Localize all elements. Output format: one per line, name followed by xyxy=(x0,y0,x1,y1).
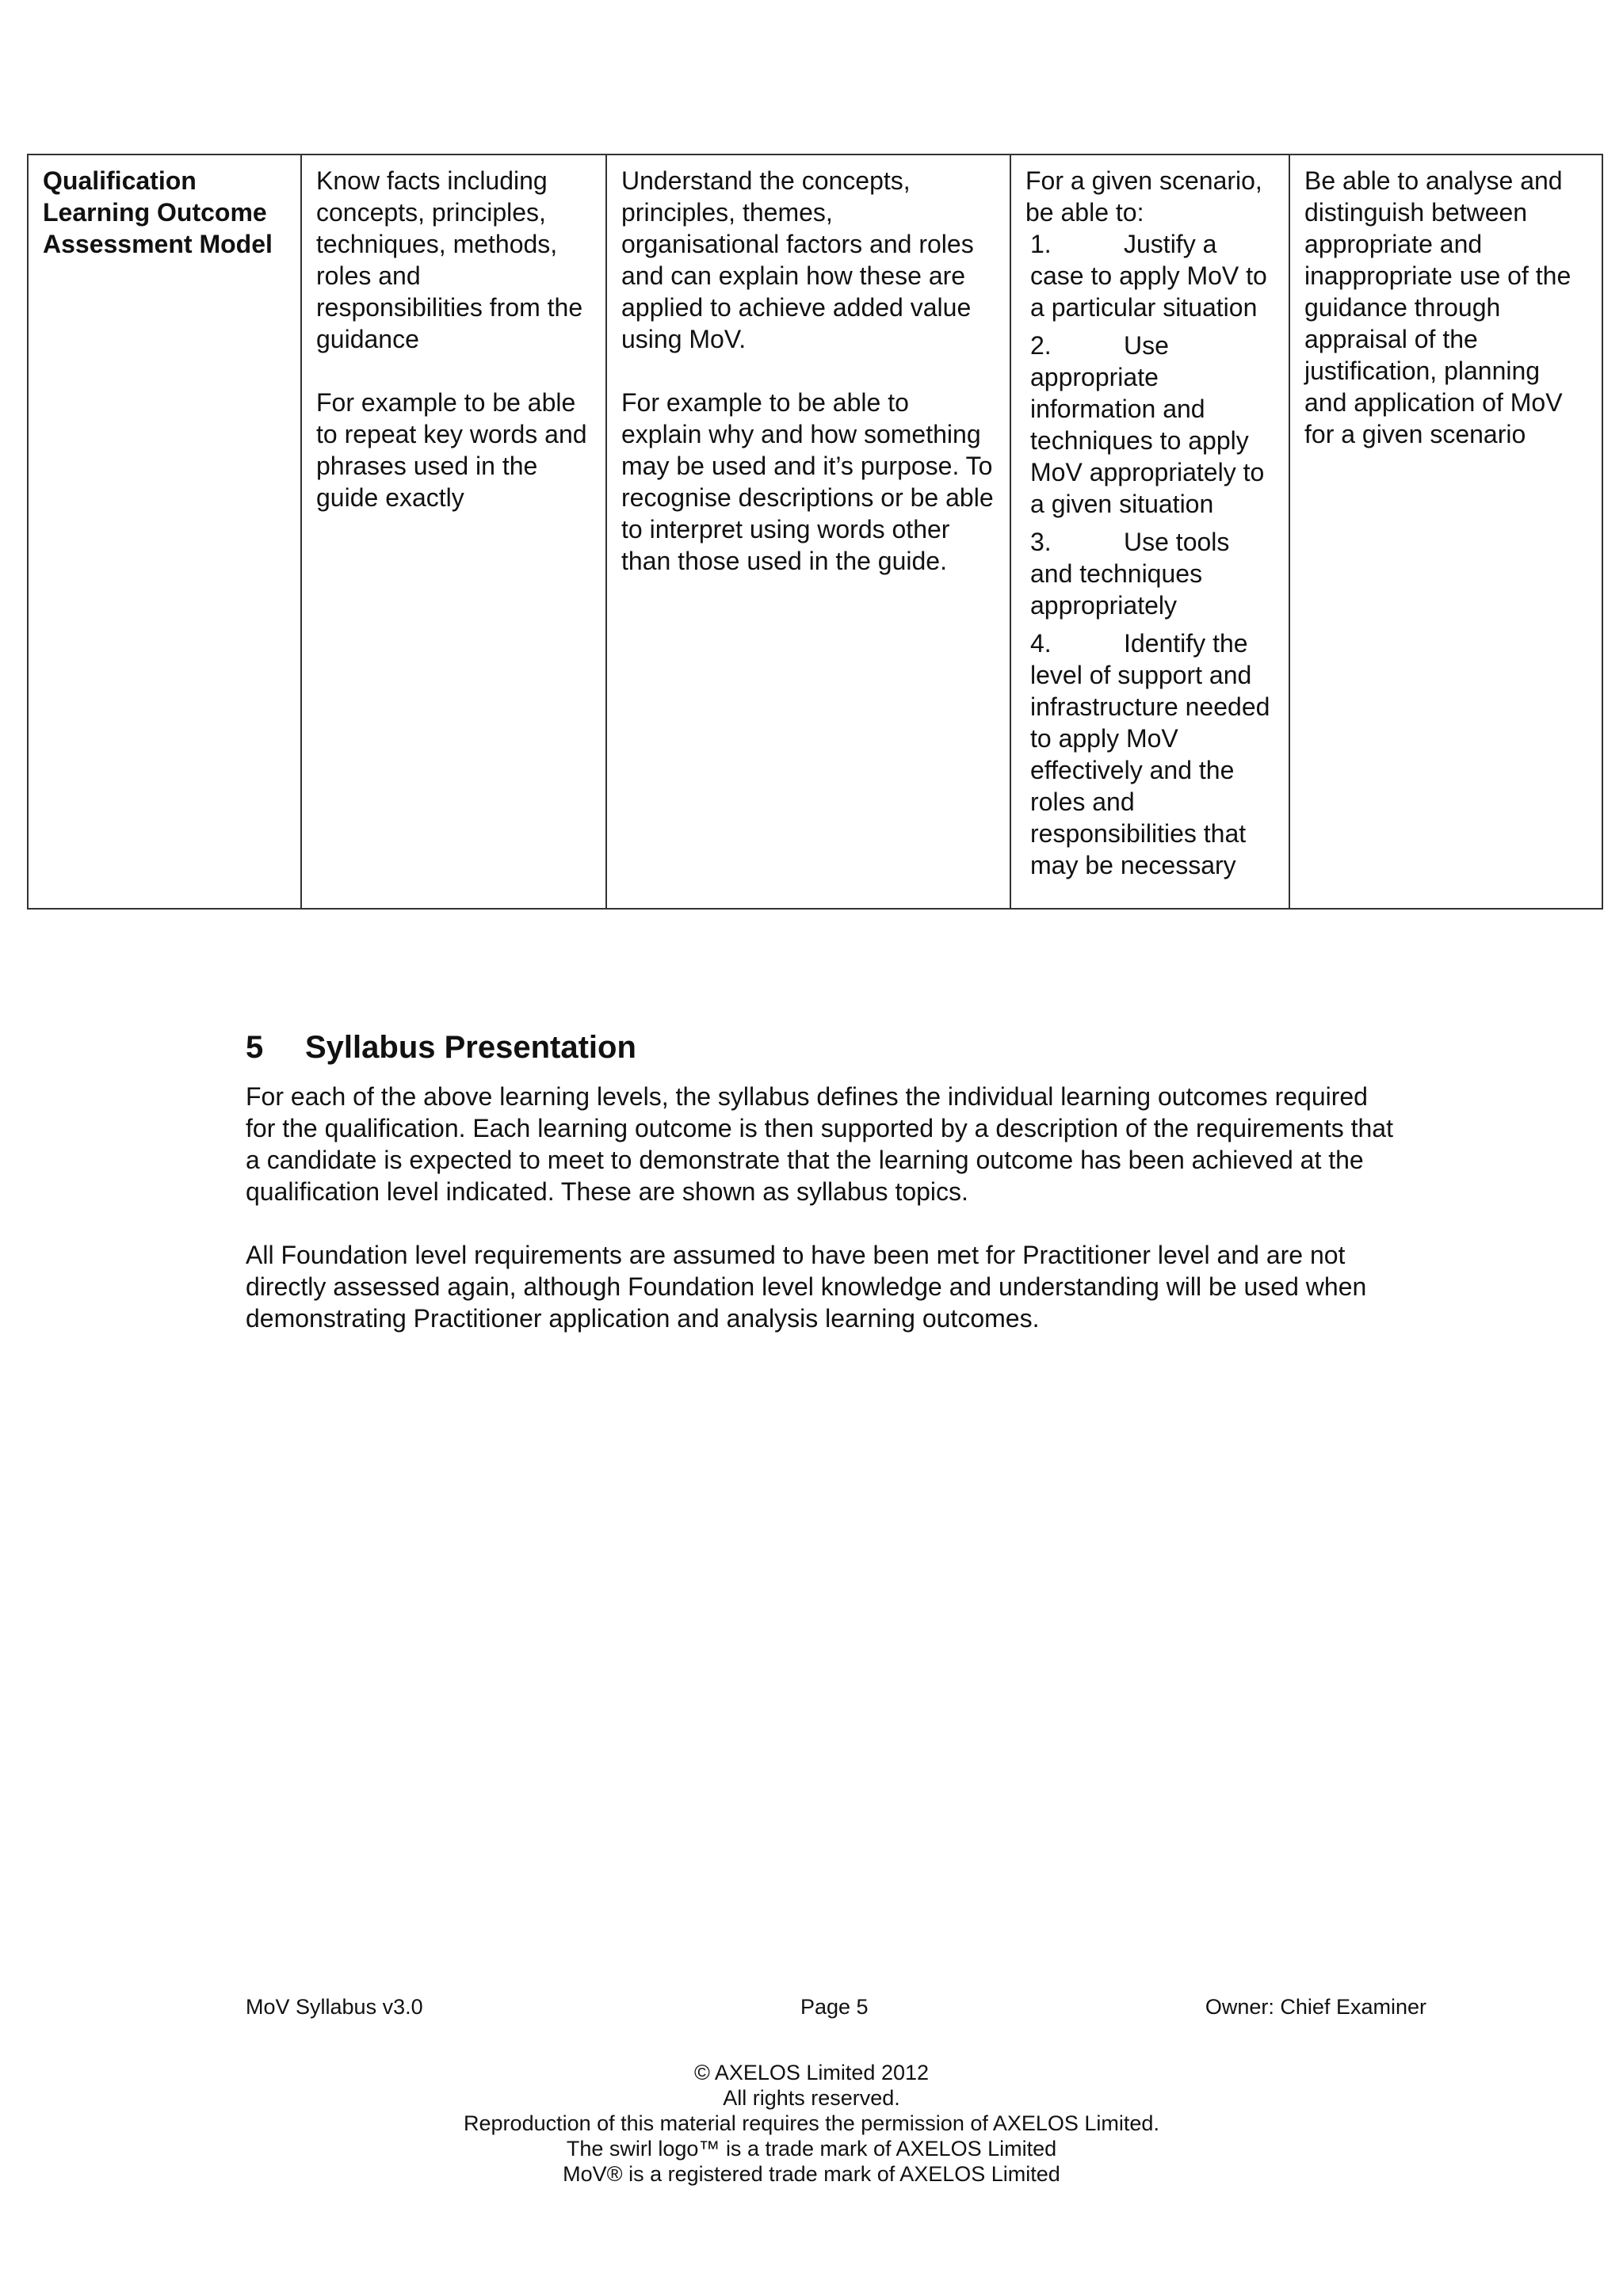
learning-outcome-table xyxy=(27,154,1603,910)
list-item: 4. Identify the level of support and infrastructure needed to apply MoV effectively and the roles and responsibilities that may be necessary xyxy=(1030,629,1270,879)
footer-page-number: Page 5 xyxy=(800,1995,869,2019)
comprehension-example: For example to be able to explain why and how something may be used and it’s purpose. To recognise descriptions or be able to interpret using words other than those used in the guide. xyxy=(621,388,994,575)
knowledge-description: Know facts including concepts, principles, techniques, methods, roles and responsibilities from the guidance xyxy=(316,166,583,353)
comprehension-cell xyxy=(606,154,1010,909)
row-label: Qualification Learning Outcome Assessment Model xyxy=(43,166,273,258)
row-label-cell xyxy=(28,154,301,909)
table-row xyxy=(28,154,1602,909)
copyright-notice xyxy=(0,2060,1623,2187)
body-paragraph: For each of the above learning levels, the syllabus defines the individual learning outcomes required for the qualification. Each learning outcome is then supported by a description of the requirements that a candidate is expected to meet to demonstrate that the learning outcome has been achieved at the qualification level indicated. These are shown as syllabus topics. xyxy=(246,1082,1393,1206)
list-item: 3. Use tools and techniques appropriately xyxy=(1030,528,1230,620)
knowledge-cell xyxy=(301,154,606,909)
application-cell xyxy=(1010,154,1289,909)
analysis-description: Be able to analyse and distinguish between appropriate and inappropriate use of the guidance through appraisal of the justification, planning and application of MoV for a given scenario xyxy=(1304,166,1571,448)
list-item: 1. Justify a case to apply MoV to a particular situation xyxy=(1030,230,1267,322)
footer-document-version: MoV Syllabus v3.0 xyxy=(246,1995,423,2019)
section-title: Syllabus Presentation xyxy=(305,1030,636,1065)
knowledge-example: For example to be able to repeat key words and phrases used in the guide exactly xyxy=(316,388,587,512)
section-body xyxy=(246,1081,1403,1366)
trademark-line: The swirl logo™ is a trade mark of AXELOS Limited xyxy=(566,2137,1057,2161)
registered-trademark-line: MoV® is a registered trade mark of AXELOS Limited xyxy=(563,2162,1060,2186)
page-footer xyxy=(246,1995,1426,2022)
copyright-line: © AXELOS Limited 2012 xyxy=(693,2061,930,2084)
section-heading xyxy=(246,1027,636,1068)
body-paragraph: All Foundation level requirements are assumed to have been met for Practitioner level and are not directly assessed again, although Foundation level knowledge and understanding will be used when demonstrating Practitioner application and analysis learning outcomes. xyxy=(246,1241,1367,1333)
reproduction-line: Reproduction of this material requires the permission of AXELOS Limited. xyxy=(464,2111,1159,2135)
application-intro: For a given scenario, be able to: xyxy=(1025,166,1262,227)
comprehension-description: Understand the concepts, principles, themes, organisational factors and roles and can explain how these are applied to achieve added value using MoV. xyxy=(621,166,974,353)
list-item: 2. Use appropriate information and techniques to apply MoV appropriately to a given situation xyxy=(1030,331,1265,518)
footer-owner: Owner: Chief Examiner xyxy=(1205,1995,1426,2019)
analysis-cell xyxy=(1289,154,1602,909)
rights-line: All rights reserved. xyxy=(723,2086,900,2110)
section-number: 5 xyxy=(246,1030,264,1065)
